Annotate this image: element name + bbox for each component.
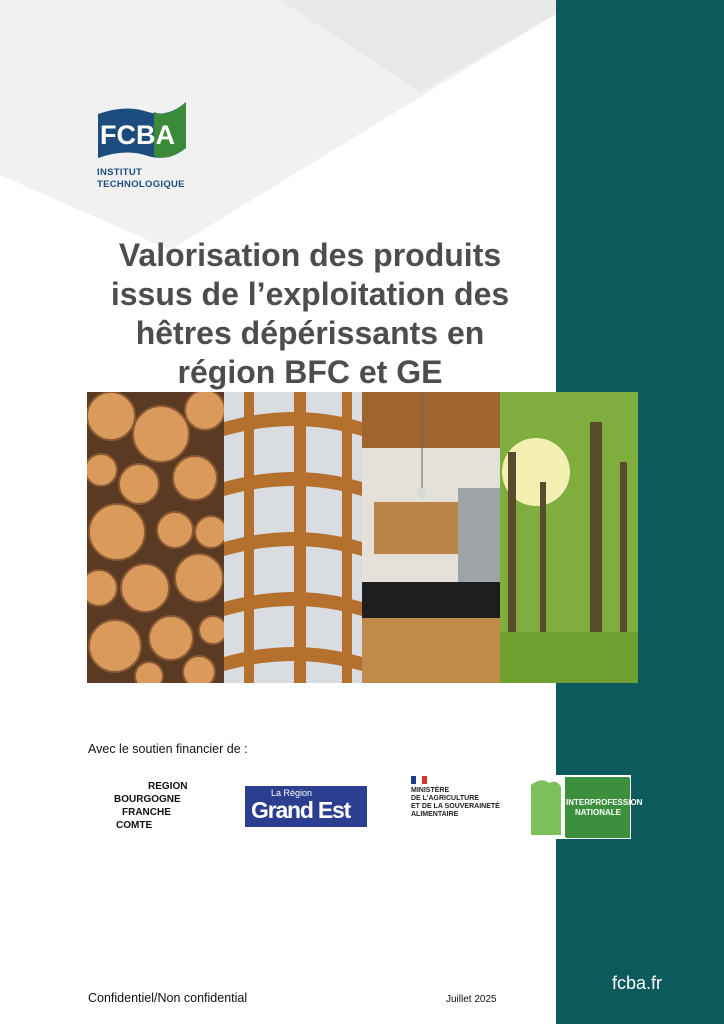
fbf-line-2: NATIONALE	[574, 808, 622, 817]
timber-roof-photo	[224, 392, 362, 683]
grand-est-small: La Région	[271, 788, 313, 798]
bfc-line-3: FRANCHE	[122, 807, 171, 818]
fbf-interprofession	[566, 778, 643, 838]
funding-label: Avec le soutien financier de :	[88, 742, 248, 756]
photo-strip	[87, 392, 638, 683]
ministere-line-3: ET DE LA SOUVERAINETÉ	[411, 803, 500, 810]
publication-date: Juillet 2025	[446, 994, 497, 1005]
document-title	[80, 236, 540, 392]
ministere-logo	[411, 776, 511, 834]
title-line-3: hêtres dépérissants en	[135, 315, 485, 351]
wood-kitchen-photo	[362, 392, 500, 683]
ministere-line-4: ALIMENTAIRE	[411, 811, 459, 818]
ministere-line-2: DE L’AGRICULTURE	[411, 795, 479, 802]
background-chevron-decoration	[0, 0, 556, 250]
bfc-line-1: REGION	[148, 781, 188, 792]
ministere-line-1: MINISTÈRE	[411, 787, 450, 794]
fbf-line-1: INTERPROFESSION	[566, 798, 643, 807]
beech-forest-photo	[500, 392, 638, 683]
log-pile-photo	[87, 392, 224, 683]
bfc-line-2: BOURGOGNE	[114, 794, 181, 805]
website-link[interactable]: fcba.fr	[612, 973, 663, 993]
french-flag-icon	[411, 776, 427, 784]
logo-subtitle-line-2: TECHNOLOGIQUE	[97, 179, 185, 190]
bfc-line-4: COMTE	[116, 820, 153, 831]
region-bfc-logo	[112, 780, 192, 838]
confidentiality-label: Confidentiel/Non confidential	[88, 991, 248, 1005]
logo-subtitle	[97, 167, 185, 191]
logo-subtitle-line-1: INSTITUT	[97, 167, 143, 178]
title-line-1: Valorisation des produits	[118, 237, 502, 273]
logo-brand: FCBA	[100, 120, 175, 150]
title-line-4: région BFC et GE	[177, 354, 443, 390]
region-grand-est-logo	[245, 786, 367, 827]
title-line-2: issus de l’exploitation des	[110, 276, 510, 312]
grand-est-main: Grand Est	[251, 797, 351, 823]
